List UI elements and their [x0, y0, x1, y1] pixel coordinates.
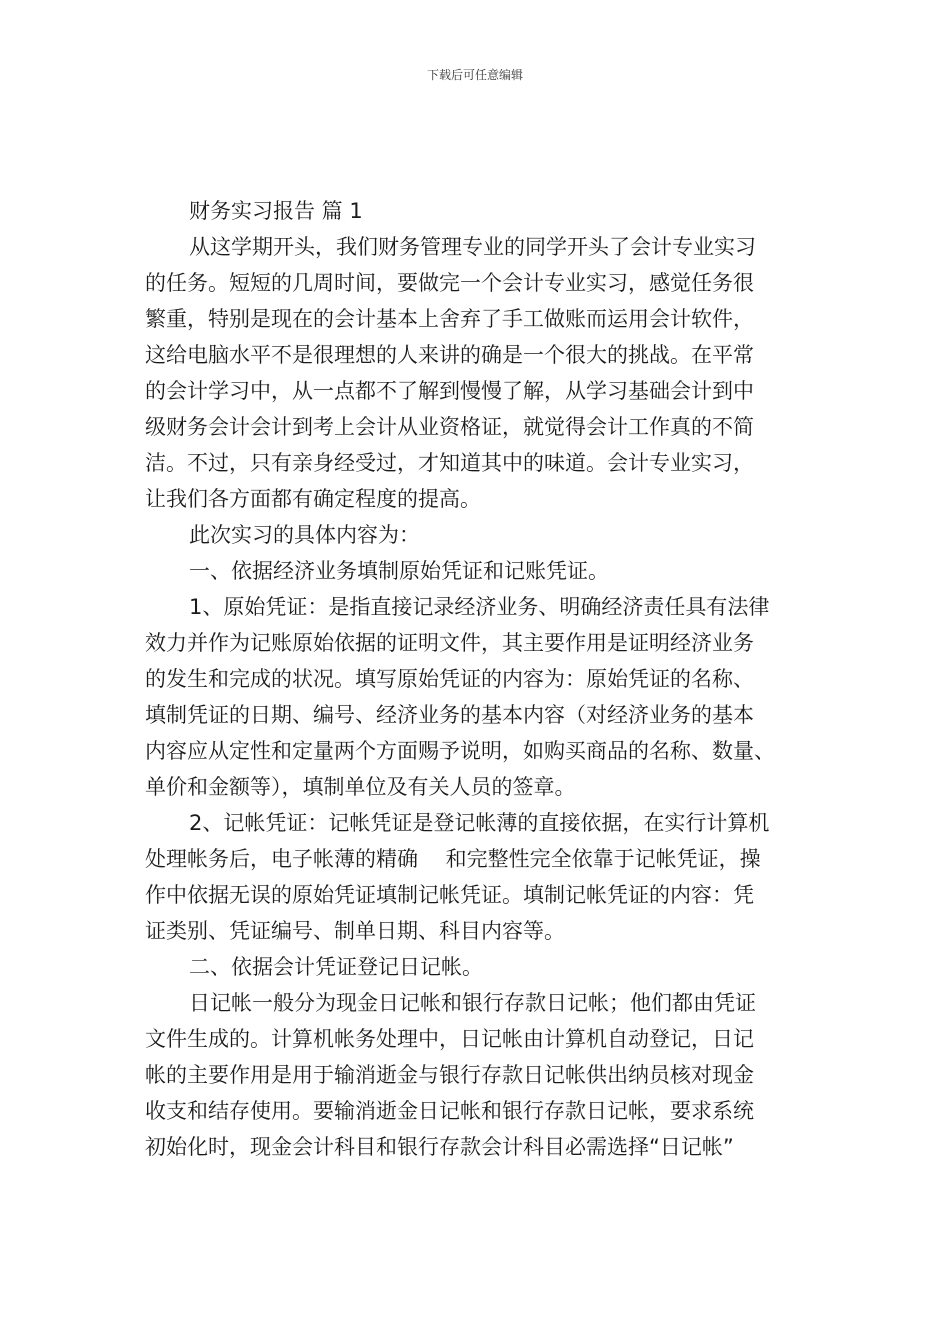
paragraph-line: 的发生和完成的状况。填写原始凭证的内容为：原始凭证的名称、 — [145, 667, 754, 691]
paragraph-line: 初始化时，现金会计科目和银行存款会计科目必需选择“日记帐” — [145, 1135, 734, 1159]
paragraph-line: 这给电脑水平不是很理想的人来讲的确是一个很大的挑战。在平常 — [145, 343, 754, 367]
paragraph-line: 的任务。短短的几周时间，要做完一个会计专业实习，感觉任务很 — [145, 271, 754, 295]
paragraph-line: 证类别、凭证编号、制单日期、科目内容等。 — [145, 919, 565, 943]
paragraph-line: 处理帐务后，电子帐薄的精确 和完整性完全依靠于记帐凭证，操 — [145, 847, 761, 871]
paragraph-line: 单价和金额等），填制单位及有关人员的签章。 — [145, 775, 576, 799]
paragraph-line: 让我们各方面都有确定程度的提高。 — [145, 487, 481, 511]
section-title: 财务实习报告 篇 1 — [189, 199, 363, 223]
paragraph-line: 日记帐一般分为现金日记帐和银行存款日记帐；他们都由凭证 — [189, 991, 756, 1015]
paragraph-line: 文件生成的。计算机帐务处理中，日记帐由计算机自动登记，日记 — [145, 1027, 754, 1051]
paragraph-line: 级财务会计会计到考上会计从业资格证，就觉得会计工作真的不简 — [145, 415, 754, 439]
paragraph-line: 效力并作为记账原始依据的证明文件，其主要作用是证明经济业务 — [145, 631, 754, 655]
paragraph-line: 洁。不过，只有亲身经受过，才知道其中的味道。会计专业实习， — [145, 451, 754, 475]
paragraph-line: 的会计学习中，从一点都不了解到慢慢了解，从学习基础会计到中 — [145, 379, 754, 403]
paragraph-line: 1、原始凭证：是指直接记录经济业务、明确经济责任具有法律 — [189, 595, 770, 619]
paragraph-line: 内容应从定性和定量两个方面赐予说明，如购买商品的名称、数量、 — [145, 739, 775, 763]
section-heading: 一、依据经济业务填制原始凭证和记账凭证。 — [189, 559, 609, 583]
paragraph-line: 填制凭证的日期、编号、经济业务的基本内容（对经济业务的基本 — [145, 703, 754, 727]
paragraph-line: 繁重，特别是现在的会计基本上舍弃了手工做账而运用会计软件， — [145, 307, 754, 331]
paragraph-line: 从这学期开头，我们财务管理专业的同学开头了会计专业实习 — [189, 235, 756, 259]
paragraph-line: 作中依据无误的原始凭证填制记帐凭证。填制记帐凭证的内容：凭 — [145, 883, 754, 907]
paragraph-line: 帐的主要作用是用于输消逝金与银行存款日记帐供出纳员核对现金 — [145, 1063, 754, 1087]
paragraph-line: 此次实习的具体内容为： — [189, 523, 420, 547]
paragraph-line: 2、记帐凭证：记帐凭证是登记帐薄的直接依据，在实行计算机 — [189, 811, 770, 835]
page-header-note: 下载后可任意编辑 — [426, 68, 523, 82]
document-body — [145, 193, 825, 1165]
section-heading: 二、依据会计凭证登记日记帐。 — [189, 955, 483, 979]
paragraph-line: 收支和结存使用。要输消逝金日记帐和银行存款日记帐，要求系统 — [145, 1099, 754, 1123]
